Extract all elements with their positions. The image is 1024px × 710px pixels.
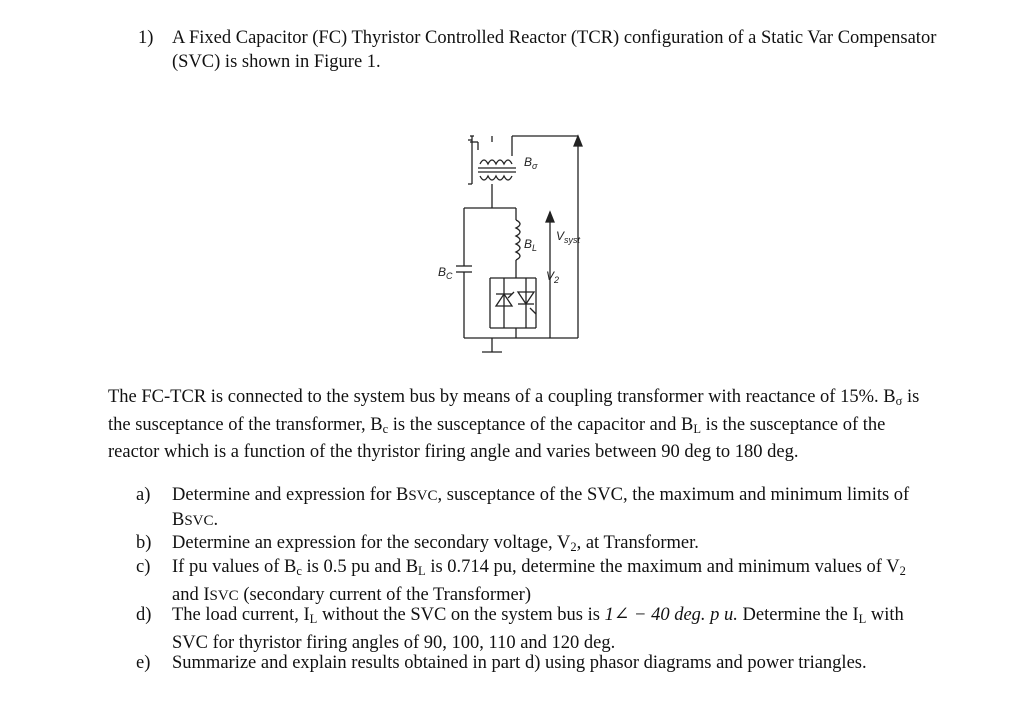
question-number: 1) bbox=[138, 28, 154, 48]
part-a-label: a) bbox=[136, 485, 151, 505]
label-b-l: $B_L$ bbox=[524, 237, 538, 253]
intro-text-3: is the susceptance of the capacitor and B bbox=[388, 414, 694, 435]
intro-text-1: The FC-TCR is connected to the system bus by means of a coupling transformer with reactance of 15%. B bbox=[108, 387, 896, 407]
part-c-body: If pu values of $B_c$ is 0.5 pu and $B_L$ is 0.714 pu, determine the maximum and minimum values of $V_2$ and ISVC (secondary current of the Transformer) bbox=[172, 557, 906, 605]
part-c-label: c) bbox=[136, 557, 151, 577]
part-b-body: Determine an expression for the secondary voltage, $V_2$, at Transformer. bbox=[172, 533, 699, 554]
intro-sub-c: c bbox=[382, 421, 389, 436]
transformer-secondary-coil bbox=[480, 176, 512, 180]
part-d-body: The load current, $I_L$ without the SVC on the system bus is 1∠ − 40 deg. p u. Determine the $I_L$ with SVC for thyristor firing angles of 90, 100, 110 and 120 deg. bbox=[172, 605, 904, 653]
part-e-label: e) bbox=[136, 653, 151, 673]
question-title: A Fixed Capacitor (FC) Thyristor Controlled Reactor (TCR) configuration of a Static Var Compensator (SVC) is shown in Figure 1. bbox=[172, 28, 937, 72]
reactor-coil bbox=[516, 220, 520, 260]
v2-arrow bbox=[546, 212, 554, 222]
transformer-primary-coil bbox=[480, 160, 512, 164]
intro-text-4: is the susceptance of the reactor which is a function of the thyristor firing angle and varies between 90 deg to 180 deg. bbox=[108, 414, 886, 462]
intro-sub-l: L bbox=[693, 421, 701, 436]
label-b-c: $B_C$ bbox=[438, 265, 453, 281]
intro-paragraph bbox=[108, 386, 928, 465]
part-e-body: Summarize and explain results obtained in part d) using phasor diagrams and power triangles. bbox=[172, 653, 867, 673]
svc-circuit-figure bbox=[440, 128, 600, 364]
intro-text-2: is the susceptance of the transformer, B bbox=[108, 387, 920, 435]
part-b-label: b) bbox=[136, 533, 152, 553]
label-v-syst: $V_{syst}$ bbox=[556, 229, 581, 245]
part-d-label: d) bbox=[136, 605, 152, 625]
vsyst-arrow bbox=[574, 136, 582, 146]
circuit-diagram bbox=[440, 128, 600, 364]
part-a-body: Determine and expression for BSVC, susceptance of the SVC, the maximum and minimum limits of BSVC. bbox=[172, 485, 910, 530]
label-b-sigma: $B_\sigma$ bbox=[524, 155, 538, 171]
label-v2: $V_2$ bbox=[546, 269, 560, 285]
intro-sub-sigma: σ bbox=[895, 394, 903, 408]
